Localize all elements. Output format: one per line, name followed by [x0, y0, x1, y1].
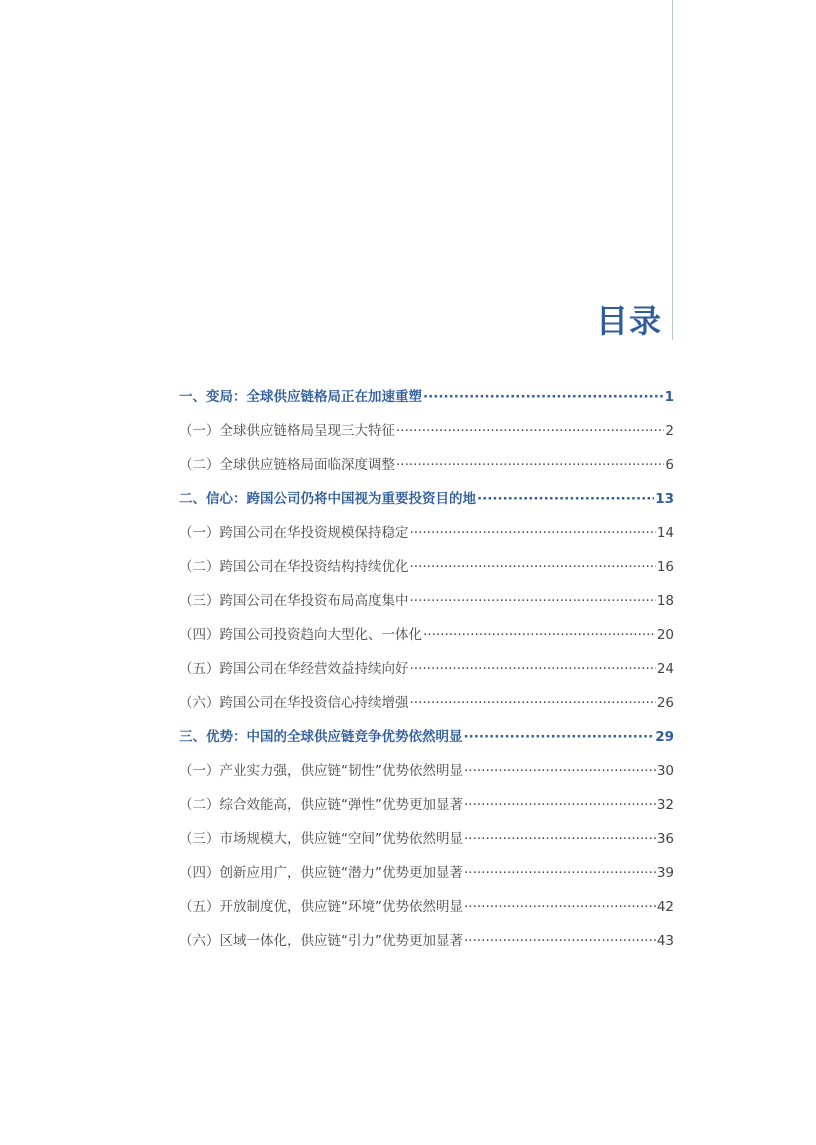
toc-section-entry[interactable]: [179, 929, 674, 963]
toc-dot-leader: [410, 593, 656, 609]
vertical-divider-line: [672, 0, 673, 340]
toc-dot-leader: [464, 797, 656, 813]
toc-dot-leader: [396, 457, 664, 473]
toc-entry-label: （五）开放制度优，供应链“环境”优势依然明显: [179, 899, 463, 915]
toc-dot-leader: [464, 763, 656, 779]
toc-dot-leader: [464, 933, 656, 949]
toc-page-number: 42: [656, 899, 674, 915]
toc-entry-label: （二）综合效能高，供应链“弹性”优势更加显著: [179, 797, 463, 813]
toc-entry-label: （三）市场规模大，供应链“空间”优势依然明显: [179, 831, 463, 847]
toc-section-entry[interactable]: [179, 861, 674, 895]
page-title: 目录: [595, 302, 662, 340]
toc-page-number: 13: [655, 491, 674, 507]
toc-section-entry[interactable]: [179, 759, 674, 793]
toc-entry-label: 一、变局：全球供应链格局正在加速重塑: [179, 389, 422, 405]
toc-entry-label: （四）创新应用广，供应链“潜力”优势更加显著: [179, 865, 463, 881]
toc-dot-leader: [464, 899, 656, 915]
toc-page-number: 36: [656, 831, 674, 847]
toc-page-number: 6: [665, 457, 674, 473]
toc-section-entry[interactable]: [179, 691, 674, 725]
toc-dot-leader: [423, 627, 656, 643]
toc-page-number: 29: [655, 729, 674, 745]
toc-page-number: 43: [656, 933, 674, 949]
toc-dot-leader: [396, 423, 664, 439]
toc-page-number: 32: [656, 797, 674, 813]
toc-entry-label: （六）跨国公司在华投资信心持续增强: [179, 695, 409, 711]
toc-section-entry[interactable]: [179, 419, 674, 453]
toc-entry-label: （三）跨国公司在华投资布局高度集中: [179, 593, 409, 609]
toc-entry-label: （一）产业实力强，供应链“韧性”优势依然明显: [179, 763, 463, 779]
toc-section-entry[interactable]: [179, 521, 674, 555]
toc-page-number: 30: [656, 763, 674, 779]
toc-page-number: 39: [656, 865, 674, 881]
toc-section-entry[interactable]: [179, 657, 674, 691]
toc-section-entry[interactable]: [179, 555, 674, 589]
toc-entry-label: （二）全球供应链格局面临深度调整: [179, 457, 395, 473]
toc-entry-label: （二）跨国公司在华投资结构持续优化: [179, 559, 409, 575]
toc-dot-leader: [410, 525, 656, 541]
toc-section-entry[interactable]: [179, 623, 674, 657]
toc-dot-leader: [464, 729, 655, 745]
toc-chapter-entry[interactable]: [179, 725, 674, 759]
toc-section-entry[interactable]: [179, 827, 674, 861]
toc-entry-label: （一）跨国公司在华投资规模保持稳定: [179, 525, 409, 541]
toc-entry-label: （一）全球供应链格局呈现三大特征: [179, 423, 395, 439]
toc-section-entry[interactable]: [179, 589, 674, 623]
toc-entry-label: （六）区域一体化，供应链“引力”优势更加显著: [179, 933, 463, 949]
table-of-contents: [179, 385, 674, 963]
toc-page-number: 26: [656, 695, 674, 711]
toc-page-number: 16: [656, 559, 674, 575]
toc-entry-label: 二、信心：跨国公司仍将中国视为重要投资目的地: [179, 491, 476, 507]
toc-page-number: 2: [665, 423, 674, 439]
toc-dot-leader: [464, 831, 656, 847]
toc-dot-leader: [477, 491, 654, 507]
toc-page-number: 18: [656, 593, 674, 609]
toc-chapter-entry[interactable]: [179, 385, 674, 419]
toc-section-entry[interactable]: [179, 793, 674, 827]
toc-entry-label: 三、优势：中国的全球供应链竞争优势依然明显: [179, 729, 463, 745]
toc-dot-leader: [423, 389, 664, 405]
toc-dot-leader: [410, 559, 656, 575]
toc-dot-leader: [410, 661, 656, 677]
toc-section-entry[interactable]: [179, 895, 674, 929]
toc-page-number: 1: [664, 389, 674, 405]
toc-entry-label: （五）跨国公司在华经营效益持续向好: [179, 661, 409, 677]
toc-dot-leader: [410, 695, 656, 711]
toc-section-entry[interactable]: [179, 453, 674, 487]
toc-page-number: 20: [656, 627, 674, 643]
toc-entry-label: （四）跨国公司投资趋向大型化、一体化: [179, 627, 422, 643]
toc-dot-leader: [464, 865, 656, 881]
toc-page-number: 24: [656, 661, 674, 677]
toc-chapter-entry[interactable]: [179, 487, 674, 521]
toc-page-number: 14: [656, 525, 674, 541]
